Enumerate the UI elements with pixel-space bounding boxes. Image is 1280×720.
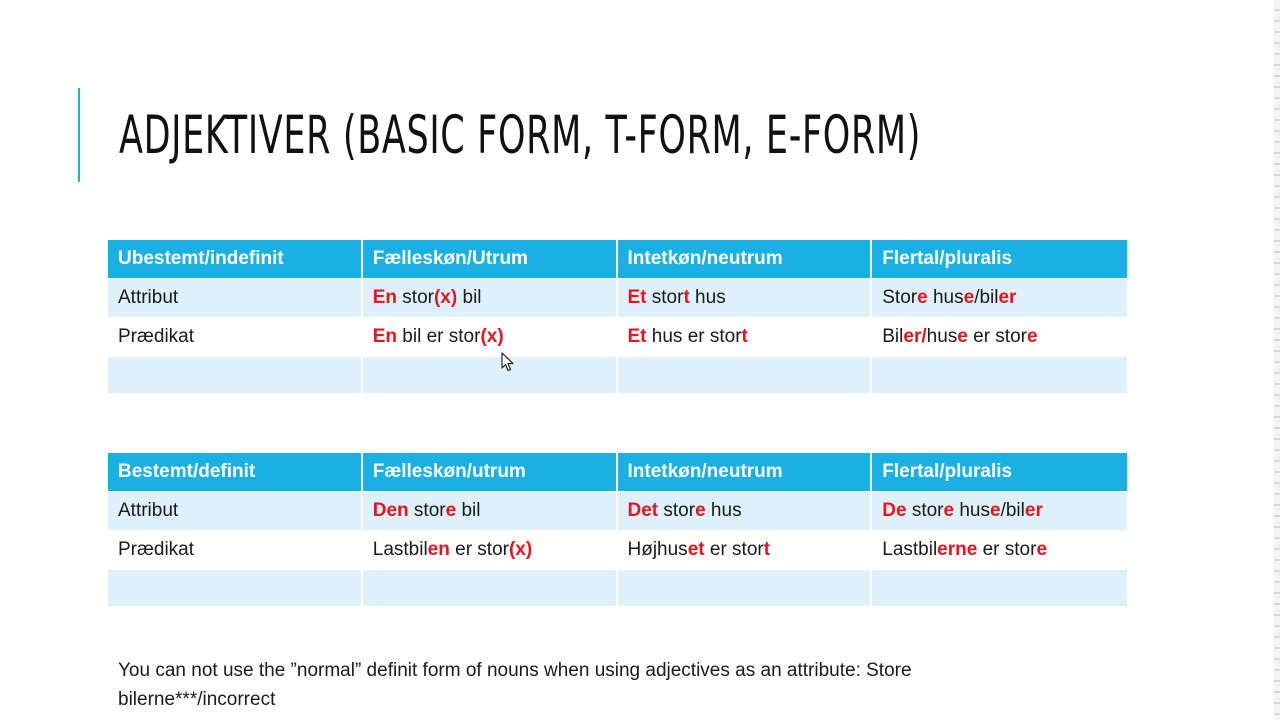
inflection-ending: De: [882, 500, 907, 521]
inflection-ending: er: [998, 287, 1017, 308]
header-cell: Bestemt/definit: [108, 453, 363, 491]
table-cell: [363, 317, 618, 356]
inflection-ending: e: [1026, 326, 1038, 347]
table-row: [108, 317, 1127, 356]
table-cell: [872, 317, 1127, 356]
inflection-ending: En: [372, 287, 398, 308]
header-cell: Fælleskøn/Utrum: [363, 240, 618, 278]
inflection-ending: (x): [433, 287, 458, 308]
table-cell: [108, 569, 363, 606]
word-stem: bil: [457, 287, 482, 308]
table-cell: [108, 356, 363, 393]
table-header-row: [108, 240, 1127, 278]
inflection-ending: t: [741, 326, 748, 347]
table-cell: [872, 569, 1127, 606]
table-row-empty: [108, 569, 1127, 606]
table-cell: [618, 491, 873, 530]
table-row: [108, 530, 1127, 569]
word-stem: /bil: [1000, 500, 1025, 521]
inflection-ending: Et: [627, 287, 647, 308]
inflection-ending: e: [1036, 539, 1048, 560]
inflection-ending: et: [687, 539, 705, 560]
word-stem: Lastbil: [882, 539, 938, 560]
word-stem: er stor: [977, 539, 1037, 560]
table-row: [108, 278, 1127, 317]
inflection-ending: e: [943, 500, 955, 521]
inflection-ending: t: [683, 287, 690, 308]
word-stem: hus: [689, 287, 726, 308]
inflection-ending: En: [372, 326, 398, 347]
inflection-ending: e: [445, 500, 457, 521]
inflection-ending: e: [695, 500, 706, 521]
inflection-ending: e: [963, 287, 975, 308]
inflection-ending: t: [763, 539, 771, 560]
table-cell: [872, 278, 1127, 317]
header-cell: Fælleskøn/utrum: [363, 453, 618, 491]
table-cell: [872, 530, 1127, 569]
inflection-ending: Et: [627, 326, 647, 347]
word-stem: bil er stor: [397, 326, 481, 347]
table-cell: [618, 356, 873, 393]
inflection-ending: /: [921, 326, 927, 347]
slide-title: ADJEKTIVER (BASIC FORM, T-FORM, E-FORM): [119, 105, 922, 166]
table-cell: [872, 491, 1127, 530]
table-cell: [363, 356, 618, 393]
table-row-empty: [108, 356, 1127, 393]
word-stem: bil: [456, 500, 481, 521]
row-label: Attribut: [108, 278, 363, 317]
table-cell: [872, 356, 1127, 393]
usage-note: You can not use the ”normal” definit form of nouns when using adjectives as an attribute: Store bilerne***/incorrect: [118, 660, 912, 710]
table-row: [108, 491, 1127, 530]
table-cell: [363, 569, 618, 606]
word-stem: /bil: [974, 287, 999, 308]
word-stem: er stor: [704, 539, 764, 560]
table-cell: [618, 569, 873, 606]
table-cell: [363, 278, 618, 317]
indefinite-table: [108, 240, 1127, 393]
mouse-pointer-icon: [501, 352, 515, 372]
inflection-ending: e: [957, 326, 968, 347]
header-cell: Flertal/pluralis: [872, 453, 1127, 491]
word-stem: hus: [705, 500, 742, 521]
word-stem: hus er stor: [646, 326, 742, 347]
row-label: Prædikat: [108, 530, 363, 569]
header-cell: Intetkøn/neutrum: [618, 240, 873, 278]
table-cell: [618, 317, 873, 356]
word-stem: stor: [906, 500, 944, 521]
inflection-ending: erne: [937, 539, 978, 560]
header-cell: Ubestemt/indefinit: [108, 240, 363, 278]
title-accent-bar: [78, 88, 80, 182]
word-stem: stor: [408, 500, 446, 521]
word-stem: hus: [927, 287, 964, 308]
inflection-ending: er: [1024, 500, 1043, 521]
inflection-ending: e: [917, 287, 928, 308]
inflection-ending: en: [427, 539, 450, 560]
word-stem: Bil: [882, 326, 904, 347]
header-cell: Flertal/pluralis: [872, 240, 1127, 278]
header-cell: Intetkøn/neutrum: [618, 453, 873, 491]
word-stem: hus: [954, 500, 990, 521]
table-cell: [618, 278, 873, 317]
inflection-ending: er: [903, 326, 922, 347]
word-stem: Lastbil: [372, 539, 428, 560]
definite-table: [108, 453, 1127, 606]
word-stem: stor: [397, 287, 434, 308]
word-stem: stor: [658, 500, 696, 521]
table-cell: [363, 491, 618, 530]
word-stem: stor: [646, 287, 684, 308]
inflection-ending: (x): [480, 326, 504, 347]
word-stem: hus: [926, 326, 958, 347]
word-stem: er stor: [449, 539, 509, 560]
word-stem: Stor: [882, 287, 918, 308]
inflection-ending: Den: [372, 500, 409, 521]
inflection-ending: e: [990, 500, 1001, 521]
row-label: Attribut: [108, 491, 363, 530]
table-cell: [618, 530, 873, 569]
word-stem: er stor: [967, 326, 1027, 347]
word-stem: Højhus: [627, 539, 688, 560]
row-label: Prædikat: [108, 317, 363, 356]
inflection-ending: (x): [508, 539, 533, 560]
window-edge: [1274, 0, 1280, 720]
table-cell: [363, 530, 618, 569]
inflection-ending: Det: [627, 500, 659, 521]
table-header-row: [108, 453, 1127, 491]
